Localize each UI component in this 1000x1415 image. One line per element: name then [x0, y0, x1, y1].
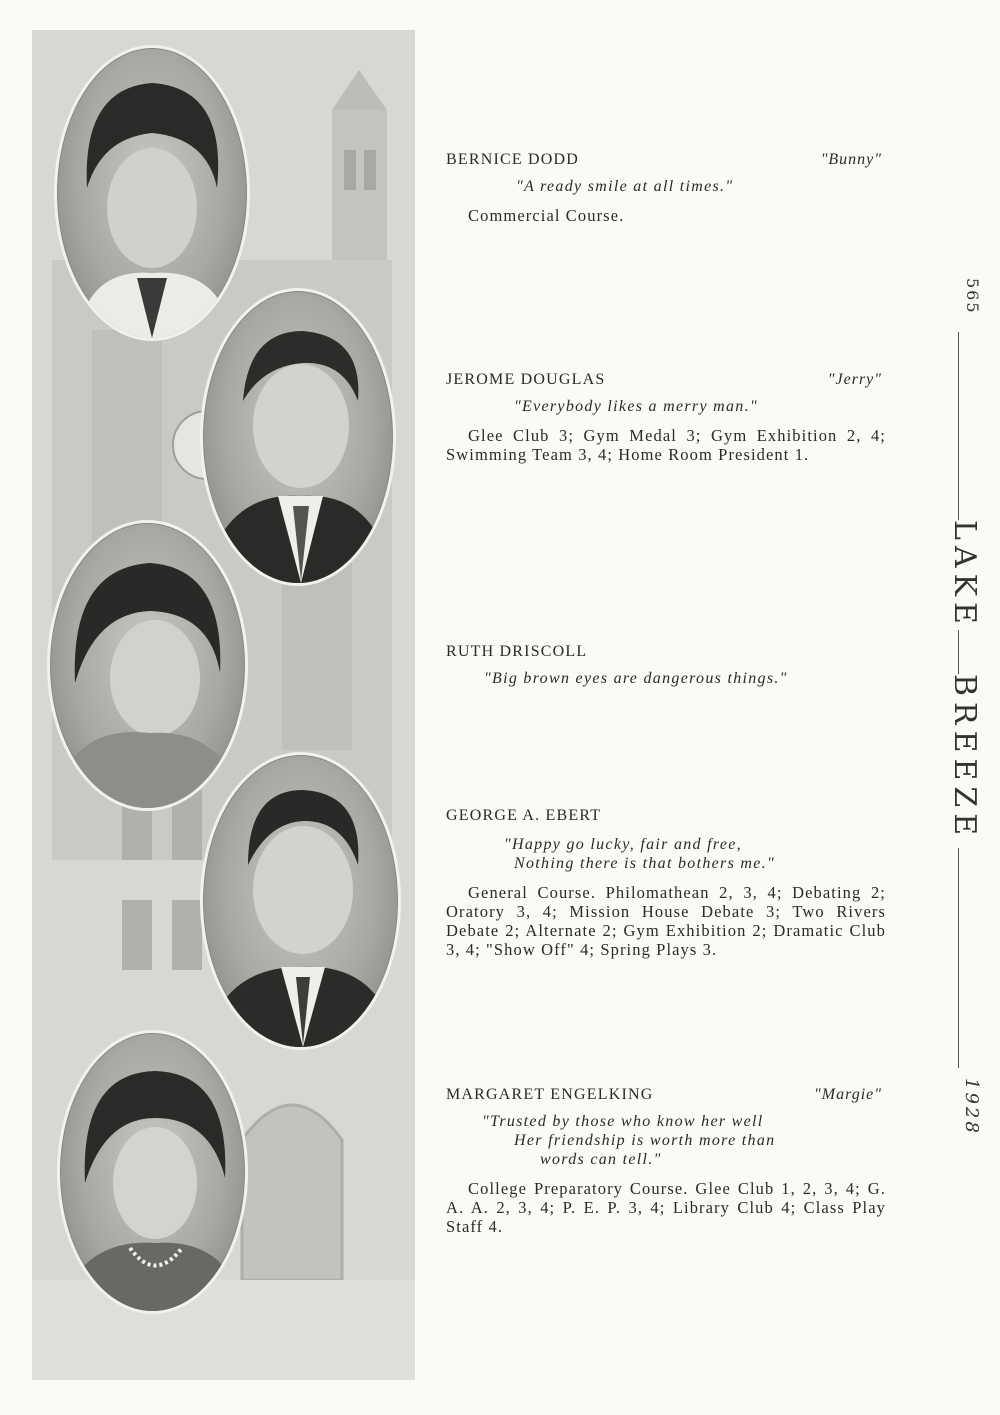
student-name: MARGARET ENGELKING: [446, 1086, 654, 1103]
student-quote: "Happy go lucky, fair and free, Nothing there is that bothers me.": [504, 836, 775, 872]
side-title-word-2: BREEZE: [938, 674, 982, 841]
portrait-margaret-engelking: [57, 1030, 248, 1314]
student-name: BERNICE DODD: [446, 151, 580, 168]
student-entry: [446, 150, 886, 225]
portrait-george-ebert: [200, 752, 401, 1050]
person-photo-icon: [50, 523, 245, 808]
student-activities: Glee Club 3; Gym Medal 3; Gym Exhibition 2, 4; Swimming Team 3, 4; Home Room President 1.: [446, 426, 886, 464]
portrait-ruth-driscoll: [47, 520, 248, 811]
student-quote: "A ready smile at all times.": [516, 178, 734, 195]
student-entry: [446, 806, 886, 959]
person-photo-icon: [57, 48, 247, 338]
student-quote: "Trusted by those who know her well Her friendship is worth more than words can tell.": [482, 1113, 776, 1168]
portrait-strip: [32, 30, 415, 1380]
student-entry: [446, 642, 886, 688]
student-entry: [446, 370, 886, 464]
student-activities: College Preparatory Course. Glee Club 1, 2, 3, 4; G. A. A. 2, 3, 4; P. E. P. 3, 4; Library Club 4; Class Play Staff 4.: [446, 1179, 886, 1236]
student-activities: General Course. Philomathean 2, 3, 4; Debating 2; Oratory 3, 4; Mission House Debate 3; Two Rivers Debate 2; Alternate 2; Gym Exhibition 2; Dramatic Club 3, 4; "Show Off" 4; Spring Plays 3.: [446, 883, 886, 959]
student-name: RUTH DRISCOLL: [446, 643, 588, 660]
student-nickname: "Bunny": [820, 151, 882, 168]
student-name: JEROME DOUGLAS: [446, 371, 606, 388]
student-nickname: "Jerry": [827, 371, 882, 388]
portrait-jerome-douglas: [200, 288, 396, 586]
student-name: GEORGE A. EBERT: [446, 807, 602, 824]
person-photo-icon: [60, 1033, 245, 1311]
student-nickname: "Margie": [814, 1086, 882, 1103]
person-photo-icon: [203, 291, 393, 583]
page-number: 565: [963, 278, 982, 315]
year: 1928: [961, 1078, 982, 1136]
student-activities: Commercial Course.: [468, 206, 625, 225]
portrait-bernice-dodd: [54, 45, 250, 341]
student-quote: "Everybody likes a merry man.": [514, 398, 758, 415]
person-photo-icon: [203, 755, 398, 1047]
divider: [958, 848, 959, 1068]
side-title-word-1: LAKE: [938, 520, 982, 630]
student-quote: "Big brown eyes are dangerous things.": [484, 670, 788, 687]
side-running-title: [938, 270, 982, 1170]
student-entry: [446, 1085, 886, 1236]
